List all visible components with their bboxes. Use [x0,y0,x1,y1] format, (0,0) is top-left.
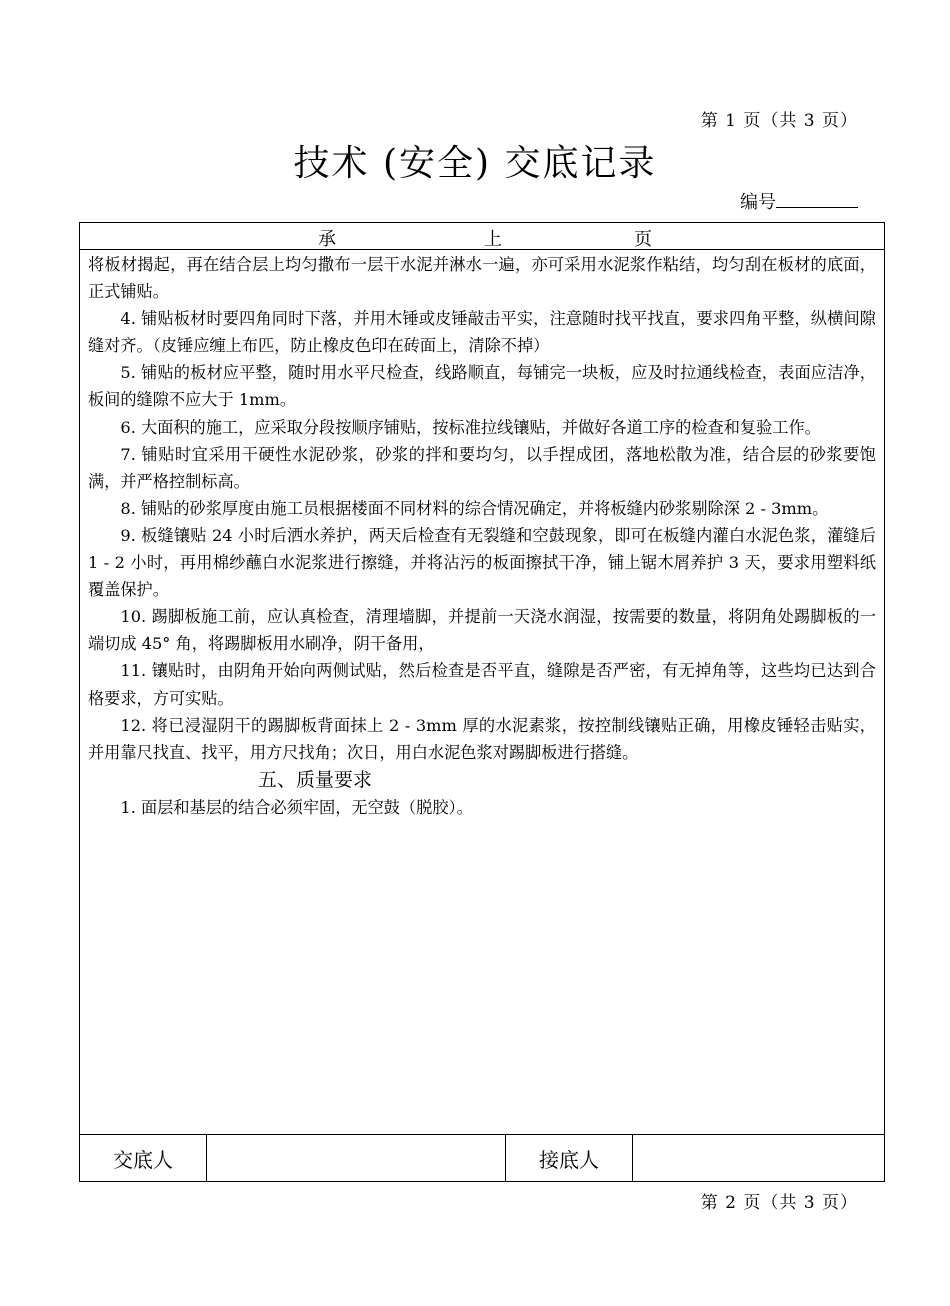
receiver-person-field[interactable] [633,1135,884,1181]
record-table [79,222,885,1182]
serial-number-blank [776,191,858,208]
receiver-person-label: 接底人 [506,1135,633,1181]
handover-person-label: 交底人 [80,1135,207,1181]
page-number-bottom: 第 2 页（共 3 页） [700,1193,858,1213]
paragraph-item-6: 6. 大面积的施工，应采取分段按顺序铺贴，按标准拉线镶贴，并做好各道工序的检查和复验工作。 [120,417,821,437]
paragraph-item-11: 11. 镶贴时，由阴角开始向两侧试贴，然后检查是否平直，缝隙是否严密，有无掉角等，这些均已达到合格要求，方可实贴。 [88,661,876,708]
handover-person-field[interactable] [207,1135,506,1181]
continued-char-2: 上 [484,229,502,250]
paragraph-item-8: 8. 铺贴的砂浆厚度由施工员根据楼面不同材料的综合情况确定，并将板缝内砂浆剔除深 2 - 3mm。 [120,498,829,518]
section-heading-quality: 五、质量要求 [258,768,373,791]
paragraph-item-7: 7. 铺贴时宜采用干硬性水泥砂浆，砂浆的拌和要均匀，以手捏成团，落地松散为准，结合层的砂浆要饱满，并严格控制标高。 [88,444,876,491]
disclosure-content [88,251,876,821]
serial-number-field [740,188,858,214]
continued-from-previous-row [80,223,884,250]
paragraph-item-12: 12. 将已浸湿阴干的踢脚板背面抹上 2 - 3mm 厚的水泥素浆，按控制线镶贴正确，用橡皮锤轻击贴实，并用靠尺找直、找平，用方尺找角；次日，用白水泥色浆对踢脚板进行搭缝。 [88,715,876,762]
paragraph-item-4: 4. 铺贴板材时要四角同时下落，并用木锤或皮锤敲击平实，注意随时找平找直，要求四角平整，纵横间隙缝对齐。（皮锤应缠上布匹，防止橡皮色印在砖面上，清除不掉） [88,309,876,356]
paragraph-item-9: 9. 板缝镶贴 24 小时后洒水养护，两天后检查有无裂缝和空鼓现象，即可在板缝内灌白水泥色浆，灌缝后 1 - 2 小时，再用棉纱蘸白水泥浆进行擦缝，并将沾污的板面擦拭干净，铺上锯木屑养护 3 天，要求用塑料纸覆盖保护。 [88,525,876,600]
page-number-top: 第 1 页（共 3 页） [700,111,858,131]
quality-item-1: 1. 面层和基层的结合必须牢固，无空鼓（脱胶）。 [120,797,473,817]
continued-char-3: 页 [634,229,652,250]
serial-number-label: 编号 [740,192,776,213]
paragraph-item-5: 5. 铺贴的板材应平整，随时用水平尺检查，线路顺直，每铺完一块板，应及时拉通线检查，表面应洁净，板间的缝隙不应大于 1mm。 [88,363,876,410]
paragraph-continued: 将板材揭起，再在结合层上均匀撒布一层干水泥并淋水一遍，亦可采用水泥浆作粘结，均匀刮在板材的底面，正式铺贴。 [88,255,876,302]
continued-char-1: 承 [318,229,336,250]
document-title: 技术 (安全) 交底记录 [293,143,657,184]
paragraph-item-10: 10. 踢脚板施工前，应认真检查，清理墙脚，并提前一天浇水润湿，按需要的数量，将阴角处踢脚板的一端切成 45° 角，将踢脚板用水刷净，阴干备用， [88,607,876,654]
signature-row [80,1134,884,1181]
